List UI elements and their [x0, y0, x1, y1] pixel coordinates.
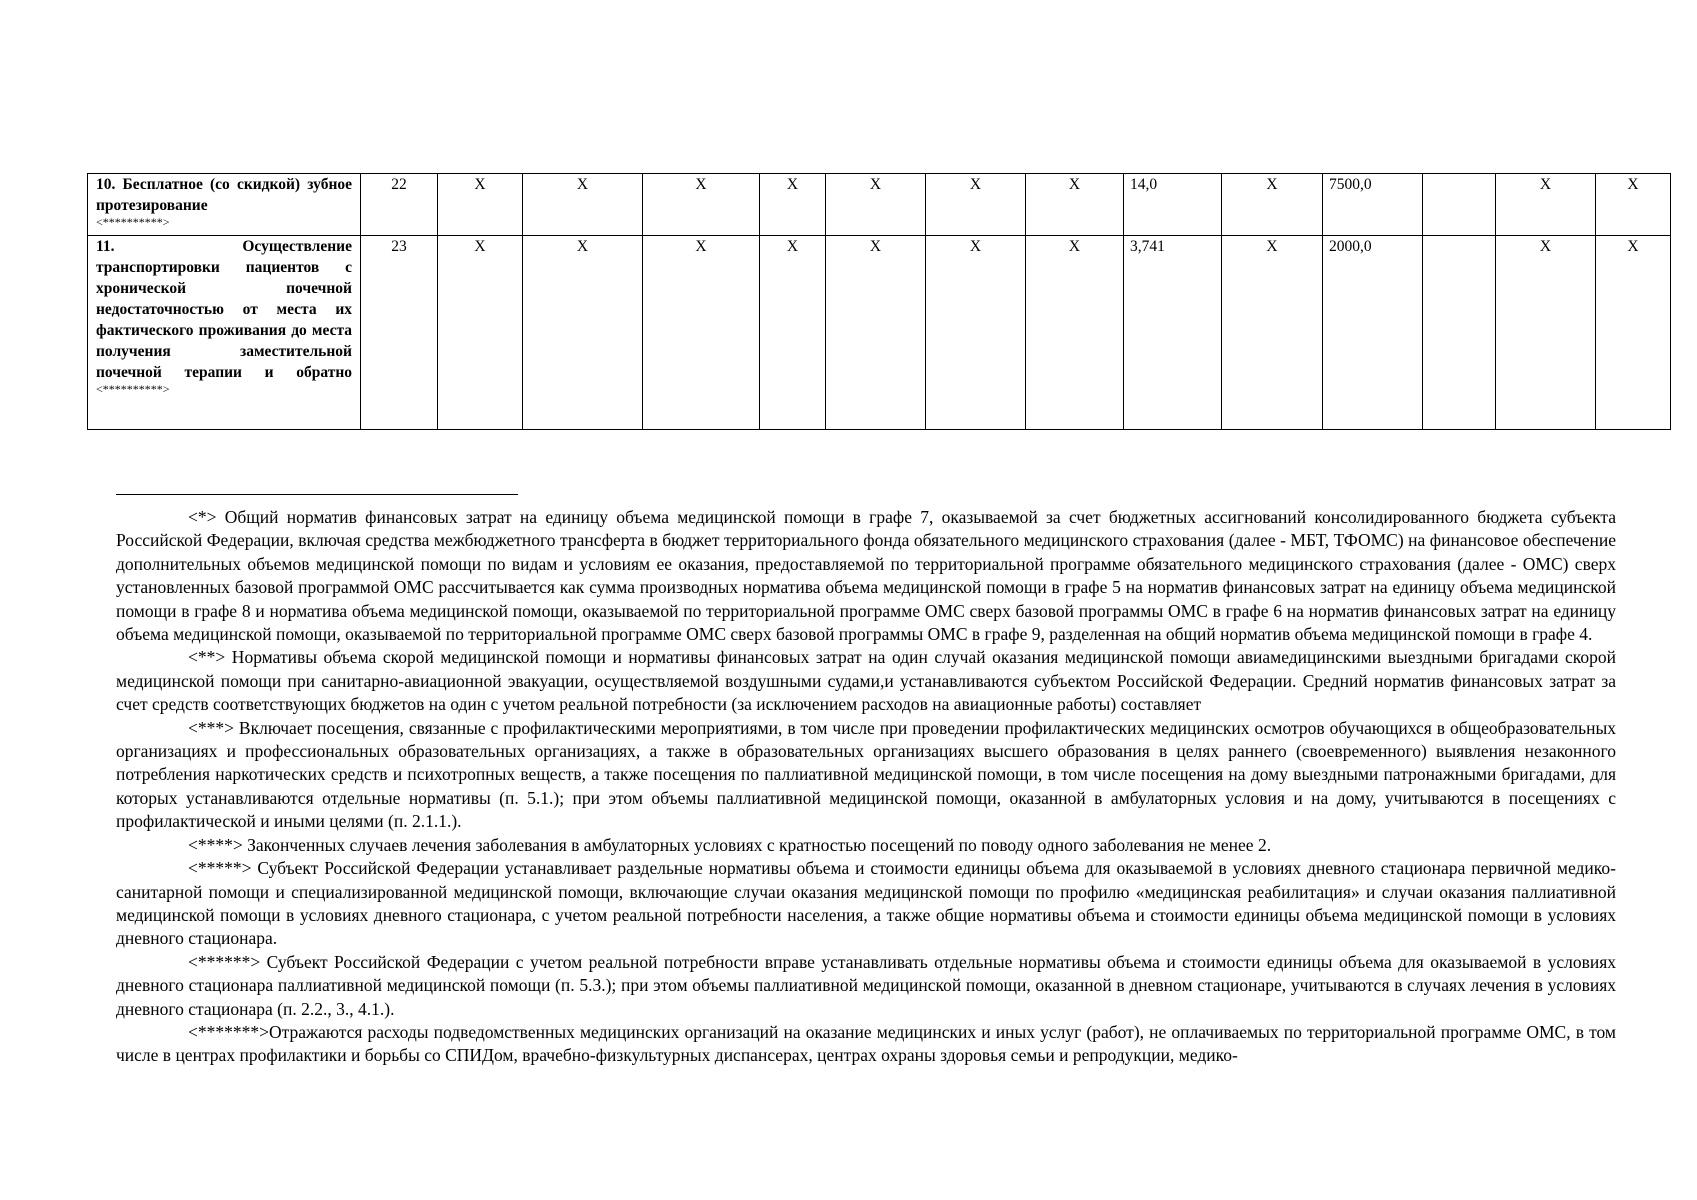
table-cell: 3,741: [1124, 236, 1222, 430]
table-cell: 22: [361, 174, 438, 236]
table-cell: X: [760, 174, 826, 236]
footnote: <****> Законченных случаев лечения заболевания в амбулаторных условиях с кратностью посещений по поводу одного заболевания не менее 2.: [188, 834, 1272, 855]
table-cell: [1423, 174, 1496, 236]
footnote-mark: <**********>: [96, 215, 170, 229]
table-cell: X: [438, 174, 523, 236]
table-cell: X: [523, 174, 643, 236]
table-cell: X: [1496, 174, 1596, 236]
table-cell: X: [826, 236, 926, 430]
row-name-cell: 10. Бесплатное (со скидкой) зубное протезирование <**********>: [88, 174, 361, 236]
footnote-separator: [116, 494, 518, 495]
table-cell: X: [1026, 236, 1124, 430]
table-cell: 7500,0: [1323, 174, 1423, 236]
footnotes: [116, 506, 1616, 1068]
footnote: <******> Субъект Российской Федерации с учетом реальной потребности вправе устанавливать отдельные нормативы объема и стоимости единицы объема для оказываемой в условиях дневного стационара паллиативной медицинской помощи (п. 5.3.); при этом объемы паллиативной медицинской помощи, оказанной в дневном стационаре, учитываются в случаях лечения в условиях дневного стационара (п. 2.2., 3., 4.1.).: [116, 951, 1616, 1019]
table-row: [88, 174, 1671, 236]
table-cell: X: [643, 174, 760, 236]
table-cell: X: [926, 236, 1026, 430]
table-cell: X: [760, 236, 826, 430]
table-cell: X: [1596, 236, 1671, 430]
footnote: <*******>Отражаются расходы подведомственных медицинских организаций на оказание медицинских и иных услуг (работ), не оплачиваемых по территориальной программе ОМС, в том числе в центрах профилактики и борьбы со СПИДом, врачебно-физкультурных диспансерах, центрах охраны здоровья семьи и репродукции, медико-: [116, 1021, 1616, 1066]
table-cell: X: [438, 236, 523, 430]
norms-table: [87, 173, 1671, 430]
table-cell: X: [1222, 236, 1323, 430]
table-cell: X: [1222, 174, 1323, 236]
table-row: [88, 236, 1671, 430]
table-cell: X: [1496, 236, 1596, 430]
footnote: <**> Нормативы объема скорой медицинской помощи и нормативы финансовых затрат на один случай оказания медицинской помощи авиамедицинскими выездными бригадами скорой медицинской помощи при санитарно-авиационной эвакуации, осуществляемой воздушными судами,и устанавливаются субъектом Российской Федерации. Средний норматив финансовых затрат за счет средств соответствующих бюджетов на один с учетом реальной потребности (за исключением расходов на авиационные работы) составляет: [116, 647, 1616, 715]
table-cell: X: [1026, 174, 1124, 236]
table-cell: 23: [361, 236, 438, 430]
table-cell: X: [523, 236, 643, 430]
table-cell: X: [826, 174, 926, 236]
footnote: <***> Включает посещения, связанные с профилактическими мероприятиями, в том числе при проведении профилактических медицинских осмотров обучающихся в общеобразовательных организациях и профессиональных образовательных организациях, а также в образовательных организациях высшего образования в целях раннего (своевременного) выявления незаконного потребления наркотических средств и психотропных веществ, а также посещения по паллиативной медицинской помощи, в том числе посещения на дому выездными патронажными бригадами, для которых устанавливаются отдельные нормативы (п. 5.1.); при этом объемы паллиативной медицинской помощи, оказанной в амбулаторных условия и на дому, учитываются в посещениях с профилактической и иными целями (п. 2.1.1.).: [116, 717, 1616, 832]
table-cell: 14,0: [1124, 174, 1222, 236]
footnote: <*> Общий норматив финансовых затрат на единицу объема медицинской помощи в графе 7, оказываемой за счет бюджетных ассигнований консолидированного бюджета субъекта Российской Федерации, включая средства межбюджетного трансферта в бюджет территориального фонда обязательного медицинского страхования (далее - МБТ, ТФОМС) на финансовое обеспечение дополнительных объемов медицинской помощи по видам и условиям ее оказания, предоставляемой по территориальной программе обязательного медицинского страхования (далее - ОМС) сверх установленных базовой программой ОМС рассчитывается как сумма производных норматива объема медицинской помощи в графе 5 на норматив финансовых затрат на единицу объема медицинской помощи в графе 8 и норматива объема медицинской помощи, оказываемой по территориальной программе ОМС сверх базовой программы ОМС в графе 6 на норматив финансовых затрат на единицу объема медицинской помощи, оказываемой по территориальной программе ОМС сверх базовой программы ОМС в графе 9, разделенная на общий норматив объема медицинской помощи в графе 4.: [116, 507, 1616, 645]
table-cell: X: [1596, 174, 1671, 236]
footnote: <*****> Субъект Российской Федерации устанавливает раздельные нормативы объема и стоимости единицы объема для оказываемой в условиях дневного стационара первичной медико-санитарной помощи и специализированной медицинской помощи, включающие случаи оказания медицинской помощи по профилю «медицинская реабилитация» и случаи оказания паллиативной медицинской помощи в условиях дневного стационара, с учетом реальной потребности населения, а также общие нормативы объема и стоимости единицы объема медицинской помощи в условиях дневного стационара.: [116, 858, 1616, 949]
table-cell: X: [926, 174, 1026, 236]
table-cell: X: [643, 236, 760, 430]
table-cell: [1423, 236, 1496, 430]
footnote-mark: <**********>: [96, 382, 170, 396]
table-cell: 2000,0: [1323, 236, 1423, 430]
row-name-cell: 11. Осуществление транспортировки пациентов с хронической почечной недостаточностью от места их фактического проживания до места получения заместительной почечной терапии и обратно <**********>: [88, 236, 361, 430]
